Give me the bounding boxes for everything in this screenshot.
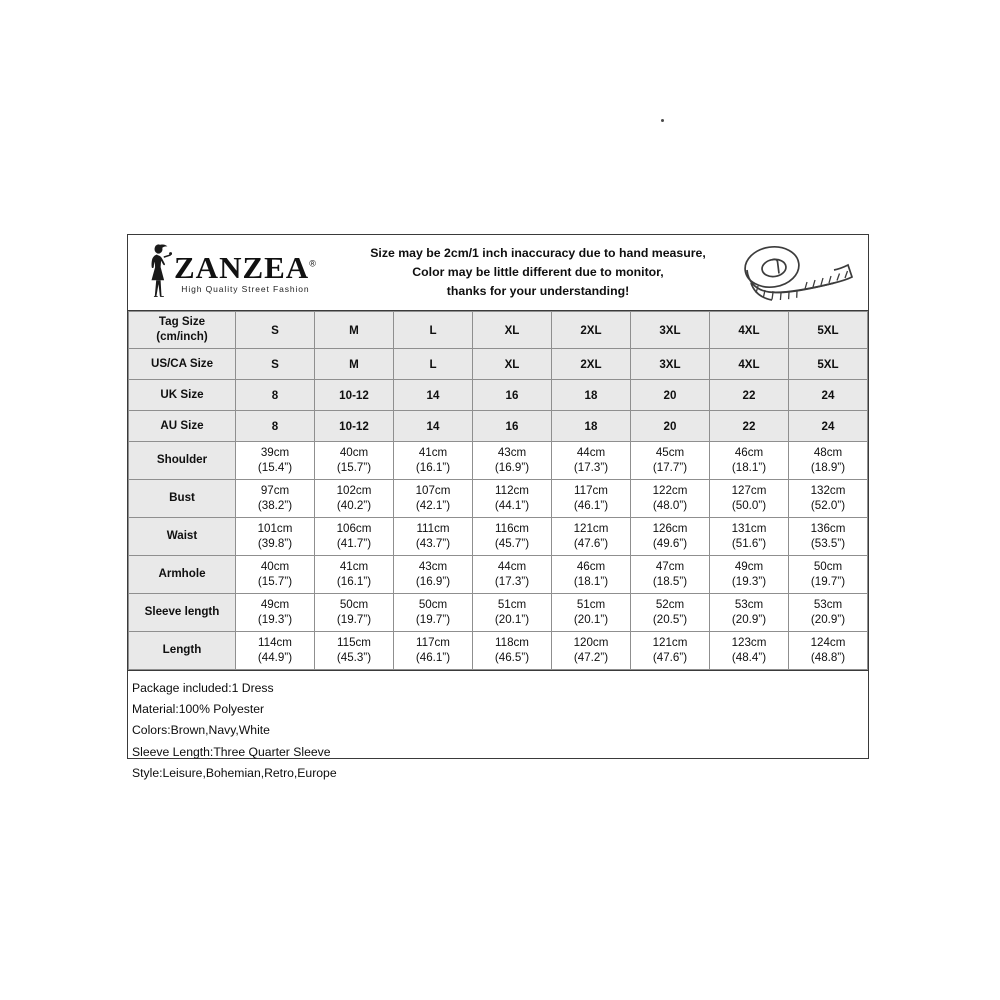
cell-uk-m: 10-12	[315, 380, 394, 411]
cell-tag-size-xl: XL	[473, 312, 552, 349]
cell-us-ca-5xl: 5XL	[789, 349, 868, 380]
cell-waist-l: 111cm (43.7”)	[394, 518, 473, 556]
cell-uk-s: 8	[236, 380, 315, 411]
cell-tag-size-s: S	[236, 312, 315, 349]
cell-armhole-xl: 44cm (17.3”)	[473, 556, 552, 594]
cell-waist-2xl: 121cm (47.6”)	[552, 518, 631, 556]
cell-bust-xl: 112cm (44.1”)	[473, 480, 552, 518]
cell-armhole-2xl: 46cm (18.1”)	[552, 556, 631, 594]
cell-shoulder-2xl: 44cm (17.3”)	[552, 442, 631, 480]
cell-us-ca-3xl: 3XL	[631, 349, 710, 380]
cell-armhole-3xl: 47cm (18.5”)	[631, 556, 710, 594]
table-row-sleeve-length	[129, 594, 868, 632]
row-label-shoulder: Shoulder	[129, 442, 236, 480]
cell-us-ca-l: L	[394, 349, 473, 380]
cell-length-5xl: 124cm (48.8”)	[789, 632, 868, 670]
cell-length-s: 114cm (44.9”)	[236, 632, 315, 670]
cell-uk-5xl: 24	[789, 380, 868, 411]
cell-sleeve-2xl: 51cm (20.1”)	[552, 594, 631, 632]
measuring-tape-icon	[734, 239, 862, 307]
detail-sleeve-length: Sleeve Length:Three Quarter Sleeve	[132, 744, 331, 759]
detail-colors: Colors:Brown,Navy,White	[132, 723, 270, 738]
cell-length-m: 115cm (45.3”)	[315, 632, 394, 670]
cell-waist-5xl: 136cm (53.5”)	[789, 518, 868, 556]
size-chart-body	[129, 312, 868, 670]
cell-au-xl: 16	[473, 411, 552, 442]
cell-us-ca-4xl: 4XL	[710, 349, 789, 380]
cell-au-l: 14	[394, 411, 473, 442]
cell-tag-size-m: M	[315, 312, 394, 349]
notice-line-1: Size may be 2cm/1 inch inaccuracy due to hand measure,	[370, 246, 706, 261]
table-row-tag-size	[129, 312, 868, 349]
cell-uk-3xl: 20	[631, 380, 710, 411]
size-chart-container	[127, 234, 869, 780]
table-row-armhole	[129, 556, 868, 594]
cell-tag-size-5xl: 5XL	[789, 312, 868, 349]
brand-logo	[128, 243, 328, 302]
woman-silhouette-icon	[146, 243, 172, 302]
detail-package-included: Package included:1 Dress	[132, 681, 274, 695]
cell-tag-size-2xl: 2XL	[552, 312, 631, 349]
cell-sleeve-4xl: 53cm (20.9”)	[710, 594, 789, 632]
row-label-waist: Waist	[129, 518, 236, 556]
tag-size-label-line2: (cm/inch)	[156, 330, 208, 343]
row-label-bust: Bust	[129, 480, 236, 518]
table-row-au-size	[129, 411, 868, 442]
cell-bust-m: 102cm (40.2”)	[315, 480, 394, 518]
cell-waist-s: 101cm (39.8”)	[236, 518, 315, 556]
cell-length-3xl: 121cm (47.6”)	[631, 632, 710, 670]
brand-name: ZANZEA®	[174, 249, 317, 285]
cell-au-s: 8	[236, 411, 315, 442]
cell-sleeve-3xl: 52cm (20.5”)	[631, 594, 710, 632]
cell-tag-size-4xl: 4XL	[710, 312, 789, 349]
cell-uk-4xl: 22	[710, 380, 789, 411]
cell-length-2xl: 120cm (47.2”)	[552, 632, 631, 670]
cell-length-xl: 118cm (46.5”)	[473, 632, 552, 670]
row-label-sleeve-length: Sleeve length	[129, 594, 236, 632]
cell-armhole-l: 43cm (16.9”)	[394, 556, 473, 594]
chart-banner	[128, 235, 868, 311]
cell-au-2xl: 18	[552, 411, 631, 442]
cell-shoulder-4xl: 46cm (18.1”)	[710, 442, 789, 480]
cell-tag-size-l: L	[394, 312, 473, 349]
cell-waist-m: 106cm (41.7”)	[315, 518, 394, 556]
cell-sleeve-5xl: 53cm (20.9”)	[789, 594, 868, 632]
cell-waist-4xl: 131cm (51.6”)	[710, 518, 789, 556]
table-row-us-ca-size	[129, 349, 868, 380]
cell-length-4xl: 123cm (48.4”)	[710, 632, 789, 670]
cell-waist-3xl: 126cm (49.6”)	[631, 518, 710, 556]
cell-length-l: 117cm (46.1”)	[394, 632, 473, 670]
table-row-waist	[129, 518, 868, 556]
cell-shoulder-xl: 43cm (16.9”)	[473, 442, 552, 480]
cell-shoulder-5xl: 48cm (18.9”)	[789, 442, 868, 480]
tag-size-label-line1: Tag Size	[158, 315, 206, 329]
cell-au-3xl: 20	[631, 411, 710, 442]
cell-armhole-4xl: 49cm (19.3”)	[710, 556, 789, 594]
cell-shoulder-s: 39cm (15.4”)	[236, 442, 315, 480]
cell-bust-5xl: 132cm (52.0”)	[789, 480, 868, 518]
table-row-length	[129, 632, 868, 670]
cell-us-ca-xl: XL	[473, 349, 552, 380]
cell-uk-2xl: 18	[552, 380, 631, 411]
table-row-bust	[129, 480, 868, 518]
table-row-uk-size	[129, 380, 868, 411]
cell-waist-xl: 116cm (45.7”)	[473, 518, 552, 556]
cell-bust-s: 97cm (38.2”)	[236, 480, 315, 518]
row-label-tag-size	[129, 312, 236, 349]
detail-material: Material:100% Polyester	[132, 702, 265, 717]
cell-au-4xl: 22	[710, 411, 789, 442]
cell-bust-2xl: 117cm (46.1”)	[552, 480, 631, 518]
cell-au-m: 10-12	[315, 411, 394, 442]
table-row-shoulder	[129, 442, 868, 480]
brand-tagline: High Quality Street Fashion	[181, 283, 310, 294]
cell-au-5xl: 24	[789, 411, 868, 442]
cell-sleeve-s: 49cm (19.3”)	[236, 594, 315, 632]
cell-armhole-s: 40cm (15.7”)	[236, 556, 315, 594]
cell-armhole-5xl: 50cm (19.7”)	[789, 556, 868, 594]
row-label-armhole: Armhole	[129, 556, 236, 594]
row-label-uk-size: UK Size	[129, 380, 236, 411]
cell-sleeve-m: 50cm (19.7”)	[315, 594, 394, 632]
cell-bust-4xl: 127cm (50.0”)	[710, 480, 789, 518]
cell-us-ca-m: M	[315, 349, 394, 380]
cell-us-ca-s: S	[236, 349, 315, 380]
cell-sleeve-l: 50cm (19.7”)	[394, 594, 473, 632]
notice-line-2: Color may be little different due to monitor,	[412, 265, 664, 280]
row-label-au-size: AU Size	[129, 411, 236, 442]
size-chart-table	[128, 311, 868, 670]
notice-line-3: thanks for your understanding!	[446, 283, 630, 298]
cell-bust-l: 107cm (42.1”)	[394, 480, 473, 518]
product-details	[128, 670, 868, 792]
cell-armhole-m: 41cm (16.1”)	[315, 556, 394, 594]
cell-shoulder-3xl: 45cm (17.7”)	[631, 442, 710, 480]
image-artifact-dot	[661, 119, 664, 122]
cell-uk-xl: 16	[473, 380, 552, 411]
cell-shoulder-l: 41cm (16.1”)	[394, 442, 473, 480]
cell-tag-size-3xl: 3XL	[631, 312, 710, 349]
cell-uk-l: 14	[394, 380, 473, 411]
cell-bust-3xl: 122cm (48.0”)	[631, 480, 710, 518]
row-label-us-ca-size: US/CA Size	[129, 349, 236, 380]
cell-shoulder-m: 40cm (15.7”)	[315, 442, 394, 480]
cell-us-ca-2xl: 2XL	[552, 349, 631, 380]
row-label-length: Length	[129, 632, 236, 670]
registered-trademark-icon: ®	[309, 258, 317, 269]
detail-style: Style:Leisure,Bohemian,Retro,Europe	[132, 765, 337, 780]
cell-sleeve-xl: 51cm (20.1”)	[473, 594, 552, 632]
